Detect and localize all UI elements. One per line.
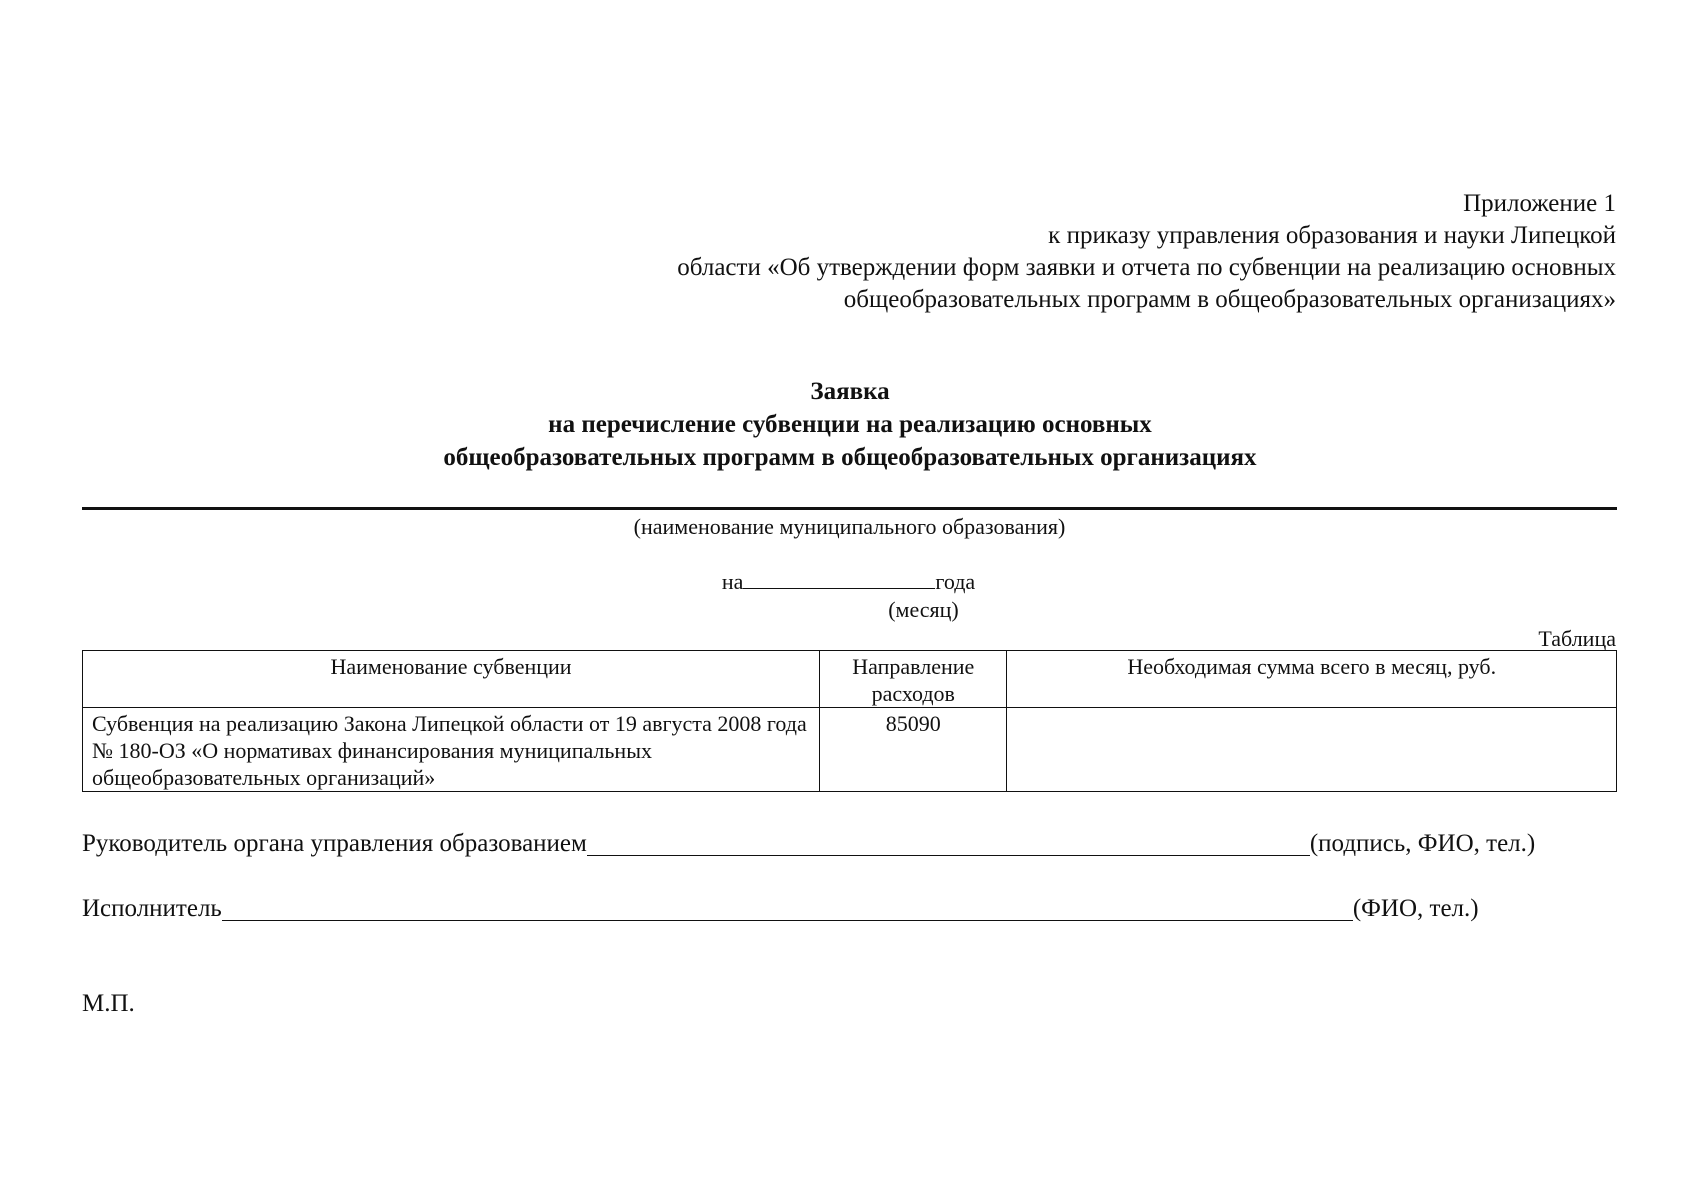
subvention-table [82,650,1617,792]
month-field-caption: (месяц) [888,597,959,622]
municipality-field-caption: (наименование муниципального образования) [633,514,1066,539]
cell-direction-code: 85090 [820,708,1007,792]
period-line [0,568,1697,596]
municipality-field-line[interactable] [82,507,1617,510]
appendix-order-title-line1: области «Об утверждении форм заявки и отчета по субвенции на реализацию основных [677,254,1616,281]
appendix-header [456,188,1616,316]
header-direction: Направление расходов [820,651,1007,708]
title-line-3: общеобразовательных программ в общеобразовательных организациях [443,444,1257,471]
head-signature-line[interactable] [587,829,1310,856]
table-row [83,708,1617,792]
head-signature-hint: (подпись, ФИО, тел.) [1309,830,1536,857]
appendix-number: Приложение 1 [1463,190,1616,217]
appendix-order-line: к приказу управления образования и науки Липецкой [1048,222,1616,249]
header-name: Наименование субвенции [83,651,820,708]
table-header-row [83,651,1617,708]
executor-hint: (ФИО, тел.) [1352,895,1479,922]
period-prefix: на [721,569,744,594]
appendix-order-title-line2: общеобразовательных программ в общеобразовательных организациях» [843,286,1616,313]
table-caption: Таблица [1538,626,1616,651]
executor-row [82,893,1479,925]
cell-amount[interactable] [1007,708,1617,792]
executor-line[interactable] [222,894,1353,921]
period-suffix: года [935,569,976,594]
stamp-place: М.П. [82,990,135,1017]
cell-subvention-name: Субвенция на реализацию Закона Липецкой области от 19 августа 2008 года № 180-ОЗ «О нормативах финансирования муниципальных общеобразовательных организаций» [83,708,820,792]
executor-label: Исполнитель [82,895,222,922]
document-title [80,375,1620,474]
head-signature-label: Руководитель органа управления образованием [82,830,587,857]
head-signature-row [82,828,1535,860]
title-line-1: Заявка [810,378,890,405]
title-line-2: на перечисление субвенции на реализацию основных [548,411,1152,438]
header-amount: Необходимая сумма всего в месяц, руб. [1007,651,1617,708]
month-field-line[interactable] [743,568,935,589]
